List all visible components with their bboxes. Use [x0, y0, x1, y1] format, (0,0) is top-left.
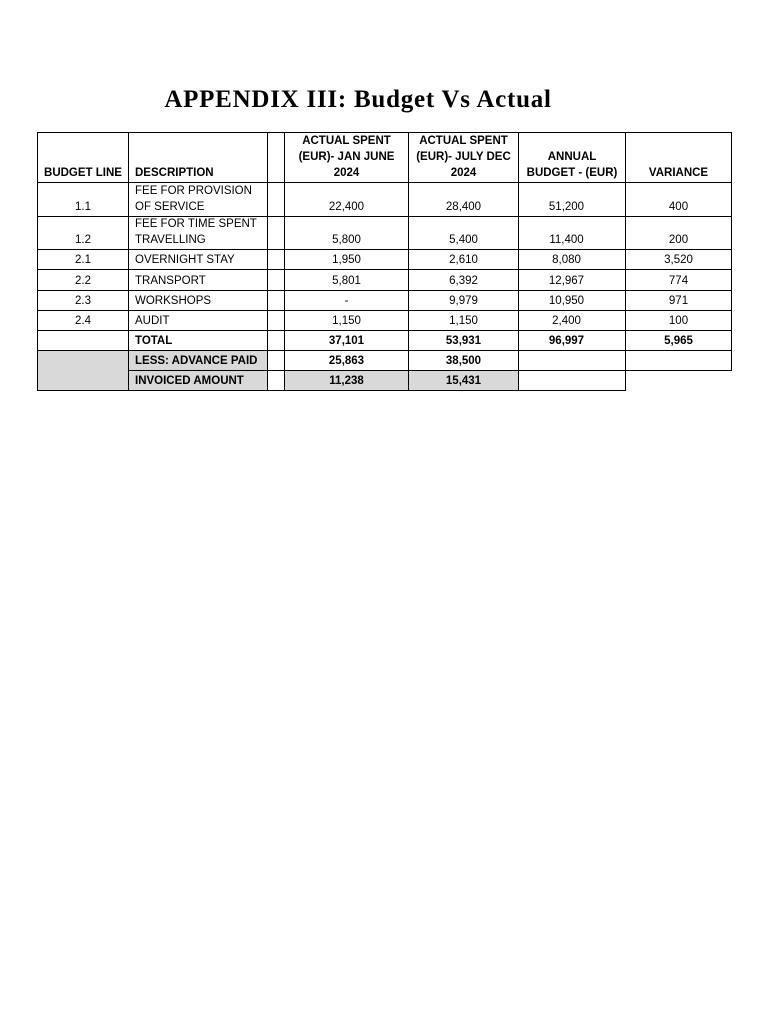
spacer-cell — [267, 290, 285, 311]
invoiced-amount-jan-june: 11,238 — [284, 370, 409, 391]
total-annual-budget: 96,997 — [518, 330, 626, 351]
actual-jan-june-cell: - — [284, 290, 409, 311]
header-line: ACTUAL SPENT — [419, 135, 508, 147]
annual-budget-cell: 51,200 — [518, 182, 626, 217]
annual-budget-cell: 2,400 — [518, 310, 626, 331]
header-line: 2024 — [450, 167, 477, 179]
annual-budget-cell: 12,967 — [518, 269, 626, 291]
budget-line-cell: 1.2 — [37, 216, 129, 250]
variance-cell: 774 — [625, 269, 732, 291]
description-line: FEE FOR PROVISION — [135, 185, 252, 197]
variance-cell: 200 — [625, 216, 732, 250]
spacer-cell — [267, 330, 285, 351]
description-line: OF SERVICE — [135, 201, 205, 213]
header-line: ANNUAL — [547, 151, 597, 163]
description-cell: OVERNIGHT STAY — [128, 249, 268, 270]
annual-budget-cell: 10,950 — [518, 290, 626, 311]
description-cell — [128, 182, 268, 217]
description-cell: WORKSHOPS — [128, 290, 268, 311]
spacer-cell — [267, 370, 285, 391]
annual-budget-cell: 11,400 — [518, 216, 626, 250]
header-line: (EUR)- JULY DEC — [416, 151, 511, 163]
budget-line-cell: 2.2 — [37, 269, 129, 291]
actual-jan-june-cell: 5,800 — [284, 216, 409, 250]
budget-line-cell: 2.1 — [37, 249, 129, 270]
actual-july-dec-cell: 6,392 — [408, 269, 519, 291]
actual-jan-june-cell: 22,400 — [284, 182, 409, 217]
total-label: TOTAL — [128, 330, 268, 351]
variance-cell: 100 — [625, 310, 732, 331]
advance-paid-jan-june: 25,863 — [284, 350, 409, 371]
blank-cell — [518, 350, 626, 371]
invoiced-amount-label: INVOICED AMOUNT — [128, 370, 268, 391]
advance-paid-label: LESS: ADVANCE PAID — [128, 350, 268, 371]
spacer-cell — [267, 269, 285, 291]
spacer-cell — [267, 182, 285, 217]
variance-cell: 3,520 — [625, 249, 732, 270]
header-variance: VARIANCE — [625, 132, 732, 183]
description-cell: AUDIT — [128, 310, 268, 331]
budget-line-cell: 1.1 — [37, 182, 129, 217]
header-annual-budget — [518, 132, 626, 183]
actual-july-dec-cell: 9,979 — [408, 290, 519, 311]
total-actual-july-dec: 53,931 — [408, 330, 519, 351]
description-cell: TRANSPORT — [128, 269, 268, 291]
header-actual-jan-june — [284, 132, 409, 183]
spacer-cell — [267, 249, 285, 270]
spacer-cell — [267, 132, 285, 183]
description-cell — [128, 216, 268, 250]
variance-cell: 971 — [625, 290, 732, 311]
spacer-cell — [267, 350, 285, 371]
actual-jan-june-cell: 1,150 — [284, 310, 409, 331]
blank-cell — [625, 350, 732, 371]
budget-line-cell: 2.4 — [37, 310, 129, 331]
header-line: 2024 — [333, 167, 360, 179]
total-variance: 5,965 — [625, 330, 732, 351]
actual-july-dec-cell: 28,400 — [408, 182, 519, 217]
annual-budget-cell: 8,080 — [518, 249, 626, 270]
blank-cell — [37, 330, 129, 351]
header-actual-july-dec — [408, 132, 519, 183]
total-actual-jan-june: 37,101 — [284, 330, 409, 351]
spacer-cell — [267, 310, 285, 331]
actual-july-dec-cell: 1,150 — [408, 310, 519, 331]
variance-cell: 400 — [625, 182, 732, 217]
blank-cell — [518, 370, 626, 391]
header-line: (EUR)- JAN JUNE — [298, 151, 395, 163]
actual-july-dec-cell: 5,400 — [408, 216, 519, 250]
header-line: ACTUAL SPENT — [302, 135, 391, 147]
header-description: DESCRIPTION — [128, 132, 268, 183]
invoiced-amount-july-dec: 15,431 — [408, 370, 519, 391]
page-title: APPENDIX III: Budget Vs Actual — [164, 86, 552, 113]
header-budget-line: BUDGET LINE — [37, 132, 129, 183]
actual-july-dec-cell: 2,610 — [408, 249, 519, 270]
shaded-cell — [37, 350, 129, 391]
budget-line-cell: 2.3 — [37, 290, 129, 311]
actual-jan-june-cell: 1,950 — [284, 249, 409, 270]
description-line: FEE FOR TIME SPENT — [135, 218, 257, 230]
budget-table — [37, 132, 732, 391]
spacer-cell — [267, 216, 285, 250]
header-line: BUDGET - (EUR) — [526, 167, 618, 179]
actual-jan-june-cell: 5,801 — [284, 269, 409, 291]
description-line: TRAVELLING — [135, 234, 206, 246]
advance-paid-july-dec: 38,500 — [408, 350, 519, 371]
